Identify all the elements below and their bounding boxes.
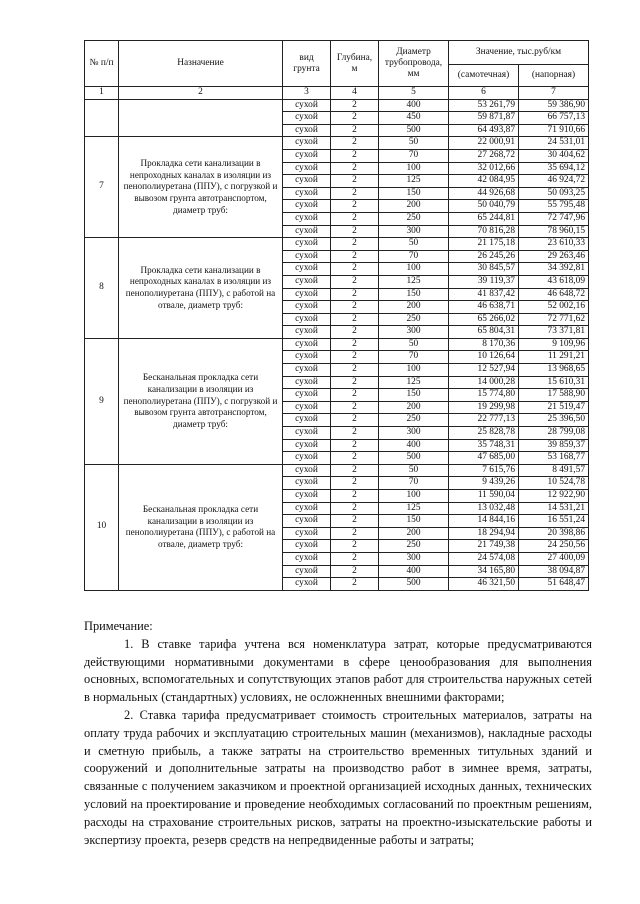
gravity-value-cell: 41 837,42 [449, 288, 519, 301]
depth-cell: 2 [331, 326, 379, 339]
notes-section [84, 618, 592, 849]
depth-cell: 2 [331, 464, 379, 477]
gravity-value-cell: 18 294,94 [449, 527, 519, 540]
depth-cell: 2 [331, 200, 379, 213]
gravity-value-cell: 7 615,76 [449, 464, 519, 477]
gravity-value-cell: 46 638,71 [449, 301, 519, 314]
gravity-value-cell: 24 574,08 [449, 552, 519, 565]
header-soil: вид грунта [283, 41, 331, 87]
diameter-cell: 125 [379, 175, 449, 188]
gravity-value-cell: 21 749,38 [449, 540, 519, 553]
pressure-value-cell: 24 250,56 [519, 540, 589, 553]
gravity-value-cell: 42 084,95 [449, 175, 519, 188]
diameter-cell: 300 [379, 326, 449, 339]
soil-cell: сухой [283, 301, 331, 314]
gravity-value-cell: 8 170,36 [449, 338, 519, 351]
diameter-cell: 150 [379, 187, 449, 200]
table-row [85, 238, 589, 251]
table-body [85, 99, 589, 590]
depth-cell: 2 [331, 578, 379, 591]
header-gravity: (самотечная) [449, 65, 519, 87]
soil-cell: сухой [283, 477, 331, 490]
gravity-value-cell: 59 871,87 [449, 112, 519, 125]
soil-cell: сухой [283, 490, 331, 503]
depth-cell: 2 [331, 275, 379, 288]
group-number: 8 [85, 238, 119, 339]
diameter-cell: 200 [379, 401, 449, 414]
pressure-value-cell: 13 968,65 [519, 364, 589, 377]
pressure-value-cell: 17 588,90 [519, 389, 589, 402]
pressure-value-cell: 29 263,46 [519, 250, 589, 263]
soil-cell: сухой [283, 540, 331, 553]
gravity-value-cell: 50 040,79 [449, 200, 519, 213]
pressure-value-cell: 35 694,12 [519, 162, 589, 175]
group-description: Прокладка сети канализации в непроходных каналах в изоляции из пенополиуретана (ППУ), с работой на отвале, диаметр труб: [119, 238, 283, 339]
diameter-cell: 70 [379, 477, 449, 490]
group-number: 9 [85, 338, 119, 464]
soil-cell: сухой [283, 187, 331, 200]
pressure-value-cell: 21 519,47 [519, 401, 589, 414]
soil-cell: сухой [283, 112, 331, 125]
diameter-cell: 300 [379, 552, 449, 565]
soil-cell: сухой [283, 414, 331, 427]
gravity-value-cell: 64 493,87 [449, 124, 519, 137]
diameter-cell: 250 [379, 212, 449, 225]
depth-cell: 2 [331, 149, 379, 162]
diameter-cell: 125 [379, 376, 449, 389]
column-number: 1 [85, 87, 119, 100]
diameter-cell: 250 [379, 313, 449, 326]
group-description: Прокладка сети канализации в непроходных каналах в изоляции из пенополиуретана (ППУ), с погрузкой и вывозом грунта автотранспортом, диаметр труб: [119, 137, 283, 238]
gravity-value-cell: 9 439,26 [449, 477, 519, 490]
soil-cell: сухой [283, 502, 331, 515]
depth-cell: 2 [331, 565, 379, 578]
soil-cell: сухой [283, 275, 331, 288]
soil-cell: сухой [283, 452, 331, 465]
soil-cell: сухой [283, 527, 331, 540]
soil-cell: сухой [283, 427, 331, 440]
depth-cell: 2 [331, 401, 379, 414]
diameter-cell: 50 [379, 137, 449, 150]
diameter-cell: 150 [379, 288, 449, 301]
gravity-value-cell: 30 845,57 [449, 263, 519, 276]
gravity-value-cell: 65 266,02 [449, 313, 519, 326]
depth-cell: 2 [331, 427, 379, 440]
gravity-value-cell: 14 844,16 [449, 515, 519, 528]
notes-title: Примечание: [84, 619, 153, 633]
soil-cell: сухой [283, 464, 331, 477]
depth-cell: 2 [331, 452, 379, 465]
tariff-table [84, 40, 589, 591]
pressure-value-cell: 27 400,09 [519, 552, 589, 565]
column-number: 3 [283, 87, 331, 100]
gravity-value-cell: 53 261,79 [449, 99, 519, 112]
soil-cell: сухой [283, 99, 331, 112]
diameter-cell: 50 [379, 338, 449, 351]
diameter-cell: 500 [379, 578, 449, 591]
pressure-value-cell: 73 371,81 [519, 326, 589, 339]
depth-cell: 2 [331, 439, 379, 452]
soil-cell: сухой [283, 238, 331, 251]
pressure-value-cell: 59 386,90 [519, 99, 589, 112]
diameter-cell: 125 [379, 502, 449, 515]
gravity-value-cell: 46 321,50 [449, 578, 519, 591]
group-number: 10 [85, 464, 119, 590]
depth-cell: 2 [331, 263, 379, 276]
gravity-value-cell: 65 804,31 [449, 326, 519, 339]
depth-cell: 2 [331, 414, 379, 427]
gravity-value-cell: 32 012,66 [449, 162, 519, 175]
depth-cell: 2 [331, 540, 379, 553]
soil-cell: сухой [283, 200, 331, 213]
diameter-cell: 100 [379, 162, 449, 175]
diameter-cell: 50 [379, 238, 449, 251]
diameter-cell: 100 [379, 490, 449, 503]
pressure-value-cell: 53 168,77 [519, 452, 589, 465]
depth-cell: 2 [331, 389, 379, 402]
pressure-value-cell: 55 795,48 [519, 200, 589, 213]
diameter-cell: 250 [379, 540, 449, 553]
pressure-value-cell: 20 398,86 [519, 527, 589, 540]
soil-cell: сухой [283, 263, 331, 276]
column-number: 2 [119, 87, 283, 100]
soil-cell: сухой [283, 515, 331, 528]
soil-cell: сухой [283, 565, 331, 578]
depth-cell: 2 [331, 225, 379, 238]
diameter-cell: 300 [379, 427, 449, 440]
pressure-value-cell: 28 799,08 [519, 427, 589, 440]
table-row [85, 464, 589, 477]
diameter-cell: 150 [379, 515, 449, 528]
header-depth: Глубина, м [331, 41, 379, 87]
gravity-value-cell: 14 000,28 [449, 376, 519, 389]
pressure-value-cell: 46 648,72 [519, 288, 589, 301]
pressure-value-cell: 46 924,72 [519, 175, 589, 188]
pressure-value-cell: 25 396,50 [519, 414, 589, 427]
diameter-cell: 150 [379, 389, 449, 402]
depth-cell: 2 [331, 124, 379, 137]
column-number: 4 [331, 87, 379, 100]
depth-cell: 2 [331, 288, 379, 301]
note-paragraph-1: 1. В ставке тарифа учтена вся номенклатура затрат, которые предусматриваются действующими нормативными документами в сфере ценообразования для выполнения основных, вспомогательных и сопутствующих этапов работ для строительства наружных сетей в нормальных (стандартных) условиях, не осложненных внешними факторами; [84, 636, 592, 705]
pressure-value-cell: 78 960,15 [519, 225, 589, 238]
group-description: Бесканальная прокладка сети канализации в изоляции из пенополиуретана (ППУ), с погрузкой и вывозом грунта автотранспортом, диаметр труб: [119, 338, 283, 464]
depth-cell: 2 [331, 301, 379, 314]
soil-cell: сухой [283, 376, 331, 389]
pressure-value-cell: 34 392,81 [519, 263, 589, 276]
pressure-value-cell: 15 610,31 [519, 376, 589, 389]
pressure-value-cell: 12 922,90 [519, 490, 589, 503]
depth-cell: 2 [331, 515, 379, 528]
depth-cell: 2 [331, 490, 379, 503]
pressure-value-cell: 71 910,66 [519, 124, 589, 137]
gravity-value-cell: 26 245,26 [449, 250, 519, 263]
pressure-value-cell: 43 618,09 [519, 275, 589, 288]
column-number-row [85, 87, 589, 100]
group-number [85, 99, 119, 137]
depth-cell: 2 [331, 250, 379, 263]
soil-cell: сухой [283, 326, 331, 339]
pressure-value-cell: 8 491,57 [519, 464, 589, 477]
group-description [119, 99, 283, 137]
gravity-value-cell: 47 685,00 [449, 452, 519, 465]
soil-cell: сухой [283, 313, 331, 326]
soil-cell: сухой [283, 250, 331, 263]
diameter-cell: 70 [379, 250, 449, 263]
depth-cell: 2 [331, 99, 379, 112]
column-number: 5 [379, 87, 449, 100]
depth-cell: 2 [331, 364, 379, 377]
diameter-cell: 450 [379, 112, 449, 125]
diameter-cell: 70 [379, 351, 449, 364]
depth-cell: 2 [331, 238, 379, 251]
soil-cell: сухой [283, 212, 331, 225]
header-pressure: (напорная) [519, 65, 589, 87]
soil-cell: сухой [283, 364, 331, 377]
soil-cell: сухой [283, 225, 331, 238]
gravity-value-cell: 34 165,80 [449, 565, 519, 578]
diameter-cell: 70 [379, 149, 449, 162]
depth-cell: 2 [331, 313, 379, 326]
soil-cell: сухой [283, 175, 331, 188]
diameter-cell: 400 [379, 565, 449, 578]
column-number: 7 [519, 87, 589, 100]
depth-cell: 2 [331, 376, 379, 389]
gravity-value-cell: 15 774,80 [449, 389, 519, 402]
gravity-value-cell: 70 816,28 [449, 225, 519, 238]
diameter-cell: 500 [379, 452, 449, 465]
diameter-cell: 400 [379, 439, 449, 452]
gravity-value-cell: 22 777,13 [449, 414, 519, 427]
note-paragraph-2: 2. Ставка тарифа предусматривает стоимость строительных материалов, затраты на оплату труда рабочих и эксплуатацию строительных машин (механизмов), накладные расходы и сметную прибыль, а также затраты на строительство временных титульных зданий и сооружений и дополнительные затраты на производство работ в зимнее время, затраты, связанные с получением заказчиком и проектной организацией исходных данных, технических условий на проектирование и проведение необходимых согласований по проектным решениям, расходы на страхование строительных рисков, затраты на проектно-изыскательские работы и экспертизу проекта, резерв средств на непредвиденные работы и затраты; [84, 707, 592, 847]
pressure-value-cell: 39 859,37 [519, 439, 589, 452]
pressure-value-cell: 9 109,96 [519, 338, 589, 351]
group-description: Бесканальная прокладка сети канализации в изоляции из пенополиуретана (ППУ), с работой на отвале, диаметр труб: [119, 464, 283, 590]
diameter-cell: 500 [379, 124, 449, 137]
gravity-value-cell: 35 748,31 [449, 439, 519, 452]
diameter-cell: 125 [379, 275, 449, 288]
depth-cell: 2 [331, 477, 379, 490]
gravity-value-cell: 11 590,04 [449, 490, 519, 503]
header-num: № п/п [85, 41, 119, 87]
pressure-value-cell: 51 648,47 [519, 578, 589, 591]
soil-cell: сухой [283, 124, 331, 137]
gravity-value-cell: 13 032,48 [449, 502, 519, 515]
gravity-value-cell: 22 000,91 [449, 137, 519, 150]
soil-cell: сухой [283, 552, 331, 565]
pressure-value-cell: 23 610,33 [519, 238, 589, 251]
table-row [85, 338, 589, 351]
gravity-value-cell: 27 268,72 [449, 149, 519, 162]
pressure-value-cell: 10 524,78 [519, 477, 589, 490]
pressure-value-cell: 16 551,24 [519, 515, 589, 528]
table-row [85, 137, 589, 150]
depth-cell: 2 [331, 187, 379, 200]
pressure-value-cell: 11 291,21 [519, 351, 589, 364]
depth-cell: 2 [331, 351, 379, 364]
depth-cell: 2 [331, 112, 379, 125]
pressure-value-cell: 52 002,16 [519, 301, 589, 314]
pressure-value-cell: 72 747,96 [519, 212, 589, 225]
diameter-cell: 100 [379, 364, 449, 377]
pressure-value-cell: 30 404,62 [519, 149, 589, 162]
soil-cell: сухой [283, 401, 331, 414]
soil-cell: сухой [283, 137, 331, 150]
diameter-cell: 300 [379, 225, 449, 238]
soil-cell: сухой [283, 162, 331, 175]
pressure-value-cell: 14 531,21 [519, 502, 589, 515]
soil-cell: сухой [283, 338, 331, 351]
gravity-value-cell: 44 926,68 [449, 187, 519, 200]
soil-cell: сухой [283, 351, 331, 364]
depth-cell: 2 [331, 527, 379, 540]
diameter-cell: 200 [379, 301, 449, 314]
column-number: 6 [449, 87, 519, 100]
depth-cell: 2 [331, 502, 379, 515]
pressure-value-cell: 66 757,13 [519, 112, 589, 125]
diameter-cell: 200 [379, 527, 449, 540]
soil-cell: сухой [283, 389, 331, 402]
header-purpose: Назначение [119, 41, 283, 87]
soil-cell: сухой [283, 288, 331, 301]
depth-cell: 2 [331, 338, 379, 351]
gravity-value-cell: 19 299,98 [449, 401, 519, 414]
diameter-cell: 50 [379, 464, 449, 477]
group-number: 7 [85, 137, 119, 238]
soil-cell: сухой [283, 439, 331, 452]
soil-cell: сухой [283, 578, 331, 591]
gravity-value-cell: 25 828,78 [449, 427, 519, 440]
diameter-cell: 100 [379, 263, 449, 276]
depth-cell: 2 [331, 212, 379, 225]
table-row [85, 99, 589, 112]
depth-cell: 2 [331, 162, 379, 175]
gravity-value-cell: 10 126,64 [449, 351, 519, 364]
depth-cell: 2 [331, 552, 379, 565]
pressure-value-cell: 72 771,62 [519, 313, 589, 326]
header-value-group: Значение, тыс.руб/км [449, 41, 589, 65]
pressure-value-cell: 50 093,25 [519, 187, 589, 200]
depth-cell: 2 [331, 175, 379, 188]
gravity-value-cell: 65 244,81 [449, 212, 519, 225]
pressure-value-cell: 24 531,01 [519, 137, 589, 150]
diameter-cell: 400 [379, 99, 449, 112]
pressure-value-cell: 38 094,87 [519, 565, 589, 578]
diameter-cell: 250 [379, 414, 449, 427]
gravity-value-cell: 39 119,37 [449, 275, 519, 288]
header-diameter: Диаметр трубопровода, мм [379, 41, 449, 87]
gravity-value-cell: 12 527,94 [449, 364, 519, 377]
diameter-cell: 200 [379, 200, 449, 213]
gravity-value-cell: 21 175,18 [449, 238, 519, 251]
depth-cell: 2 [331, 137, 379, 150]
soil-cell: сухой [283, 149, 331, 162]
